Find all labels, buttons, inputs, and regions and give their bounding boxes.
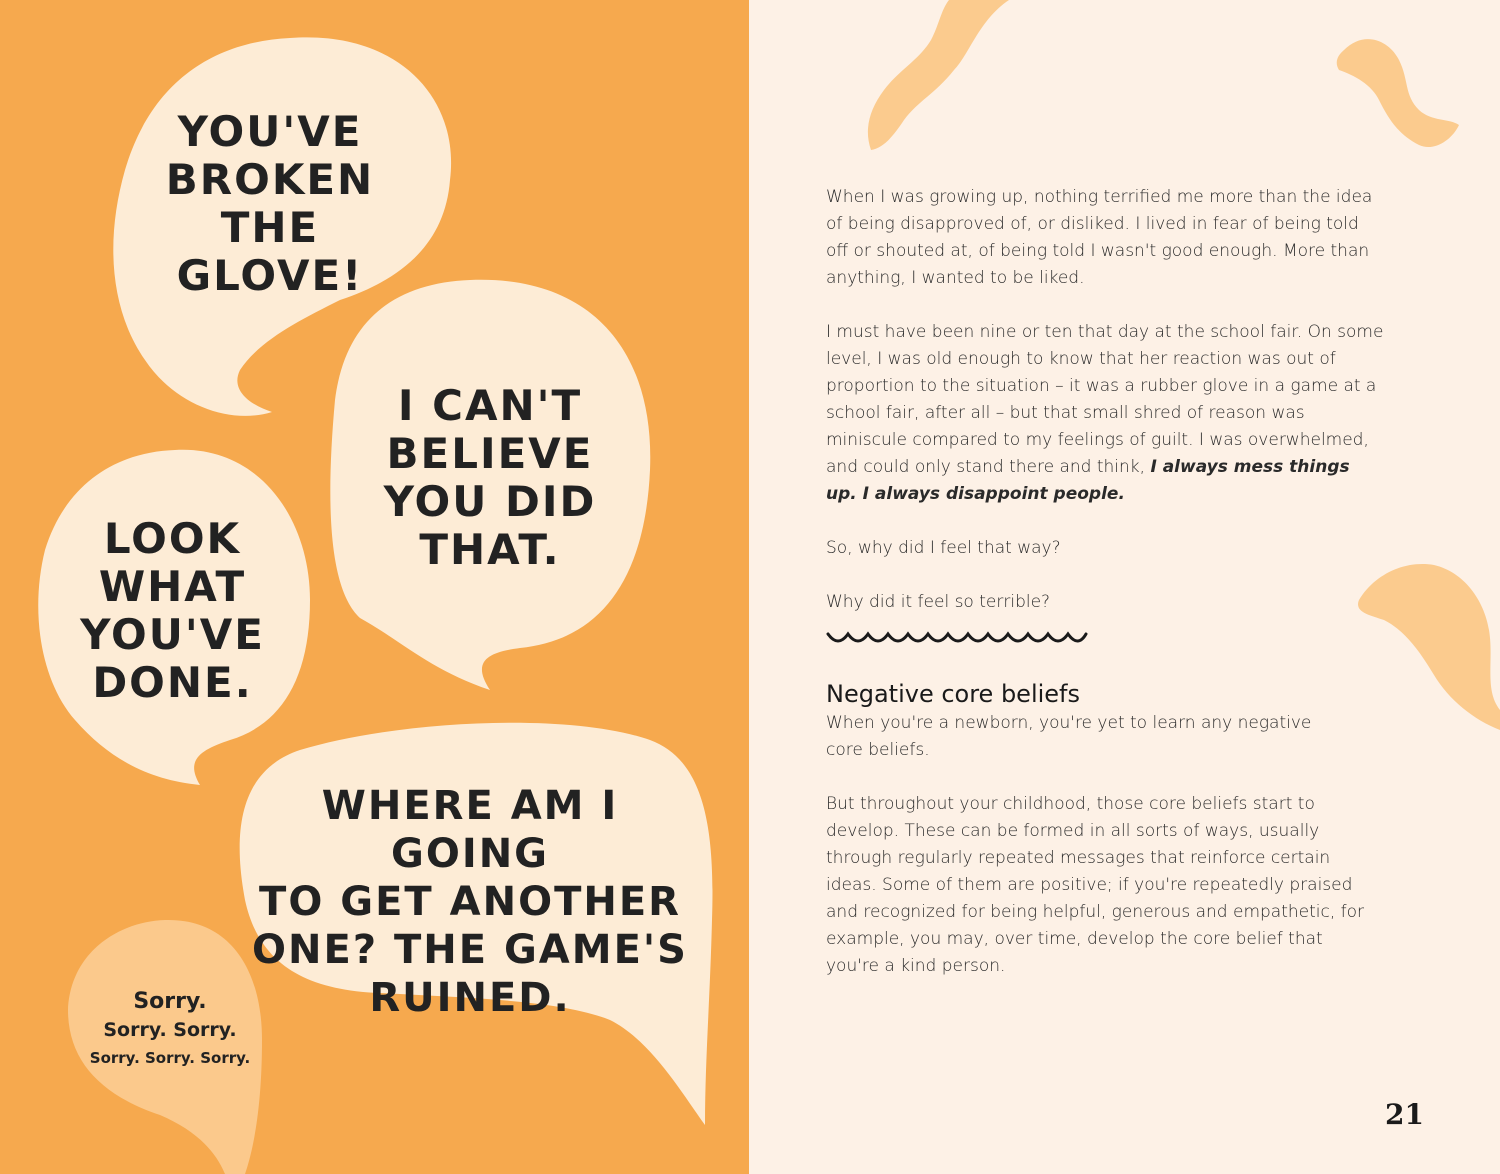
question-1: So, why did I feel that way? bbox=[826, 538, 1061, 558]
page-number: 21 bbox=[1385, 1098, 1424, 1131]
paragraph-4: But throughout your childhood, those core beliefs start to develop. These can be formed in all sorts of ways, usually through regularly repeated messages that reinforce certain ideas. Some of them are positive; if you're repeatedly praised and recognized for being helpful, generous and empathetic, for example, you may, over time, develop the core belief that you're a kind person. bbox=[826, 794, 1365, 976]
bubble-text-3: LOOK WHAT YOU'VE DONE. bbox=[80, 514, 265, 707]
question-2: Why did it feel so terrible? bbox=[826, 592, 1051, 612]
sorry-text: Sorry. Sorry. Sorry. Sorry. Sorry. Sorry. bbox=[89, 989, 251, 1067]
paragraph-3: When you're a newborn, you're yet to learn any negative core beliefs. bbox=[826, 713, 1312, 760]
brush-stroke-top-left-decor bbox=[859, 0, 1009, 150]
right-page bbox=[749, 0, 1500, 1174]
bubble-text-2: I CAN'T BELIEVE YOU DID THAT. bbox=[383, 381, 597, 574]
squiggle-divider bbox=[826, 626, 1088, 648]
body-text-column bbox=[826, 184, 1386, 1007]
emphasis-text: I always mess things up. I always disappoint people. bbox=[826, 457, 1350, 504]
paragraph-1: When I was growing up, nothing terrified me more than the idea of being disapproved of, or disliked. I lived in fear of being told off or shouted at, of being told I wasn't good enough. More than anything, I wanted to be liked. bbox=[826, 187, 1373, 288]
bubble-text-4: WHERE AM I GOING TO GET ANOTHER ONE? THE GAME'S RUINED. bbox=[252, 783, 688, 1021]
paragraph-2: I must have been nine or ten that day at the school fair. On some level, I was old enough to know that her reaction was out of proportion to the situation – it was a rubber glove in a game at a school fair, after all – but that small shred of reason was miniscule compared to my feelings of guilt. I was overwhelmed, and could only stand there and think, I always mess things up. I always disappoint people. bbox=[826, 322, 1384, 504]
left-page bbox=[0, 0, 749, 1174]
bubble-text-1: YOU'VE BROKEN THE GLOVE! bbox=[165, 107, 375, 300]
section-heading: Negative core beliefs bbox=[826, 680, 1081, 708]
brush-stroke-top-right-decor bbox=[1334, 30, 1464, 160]
